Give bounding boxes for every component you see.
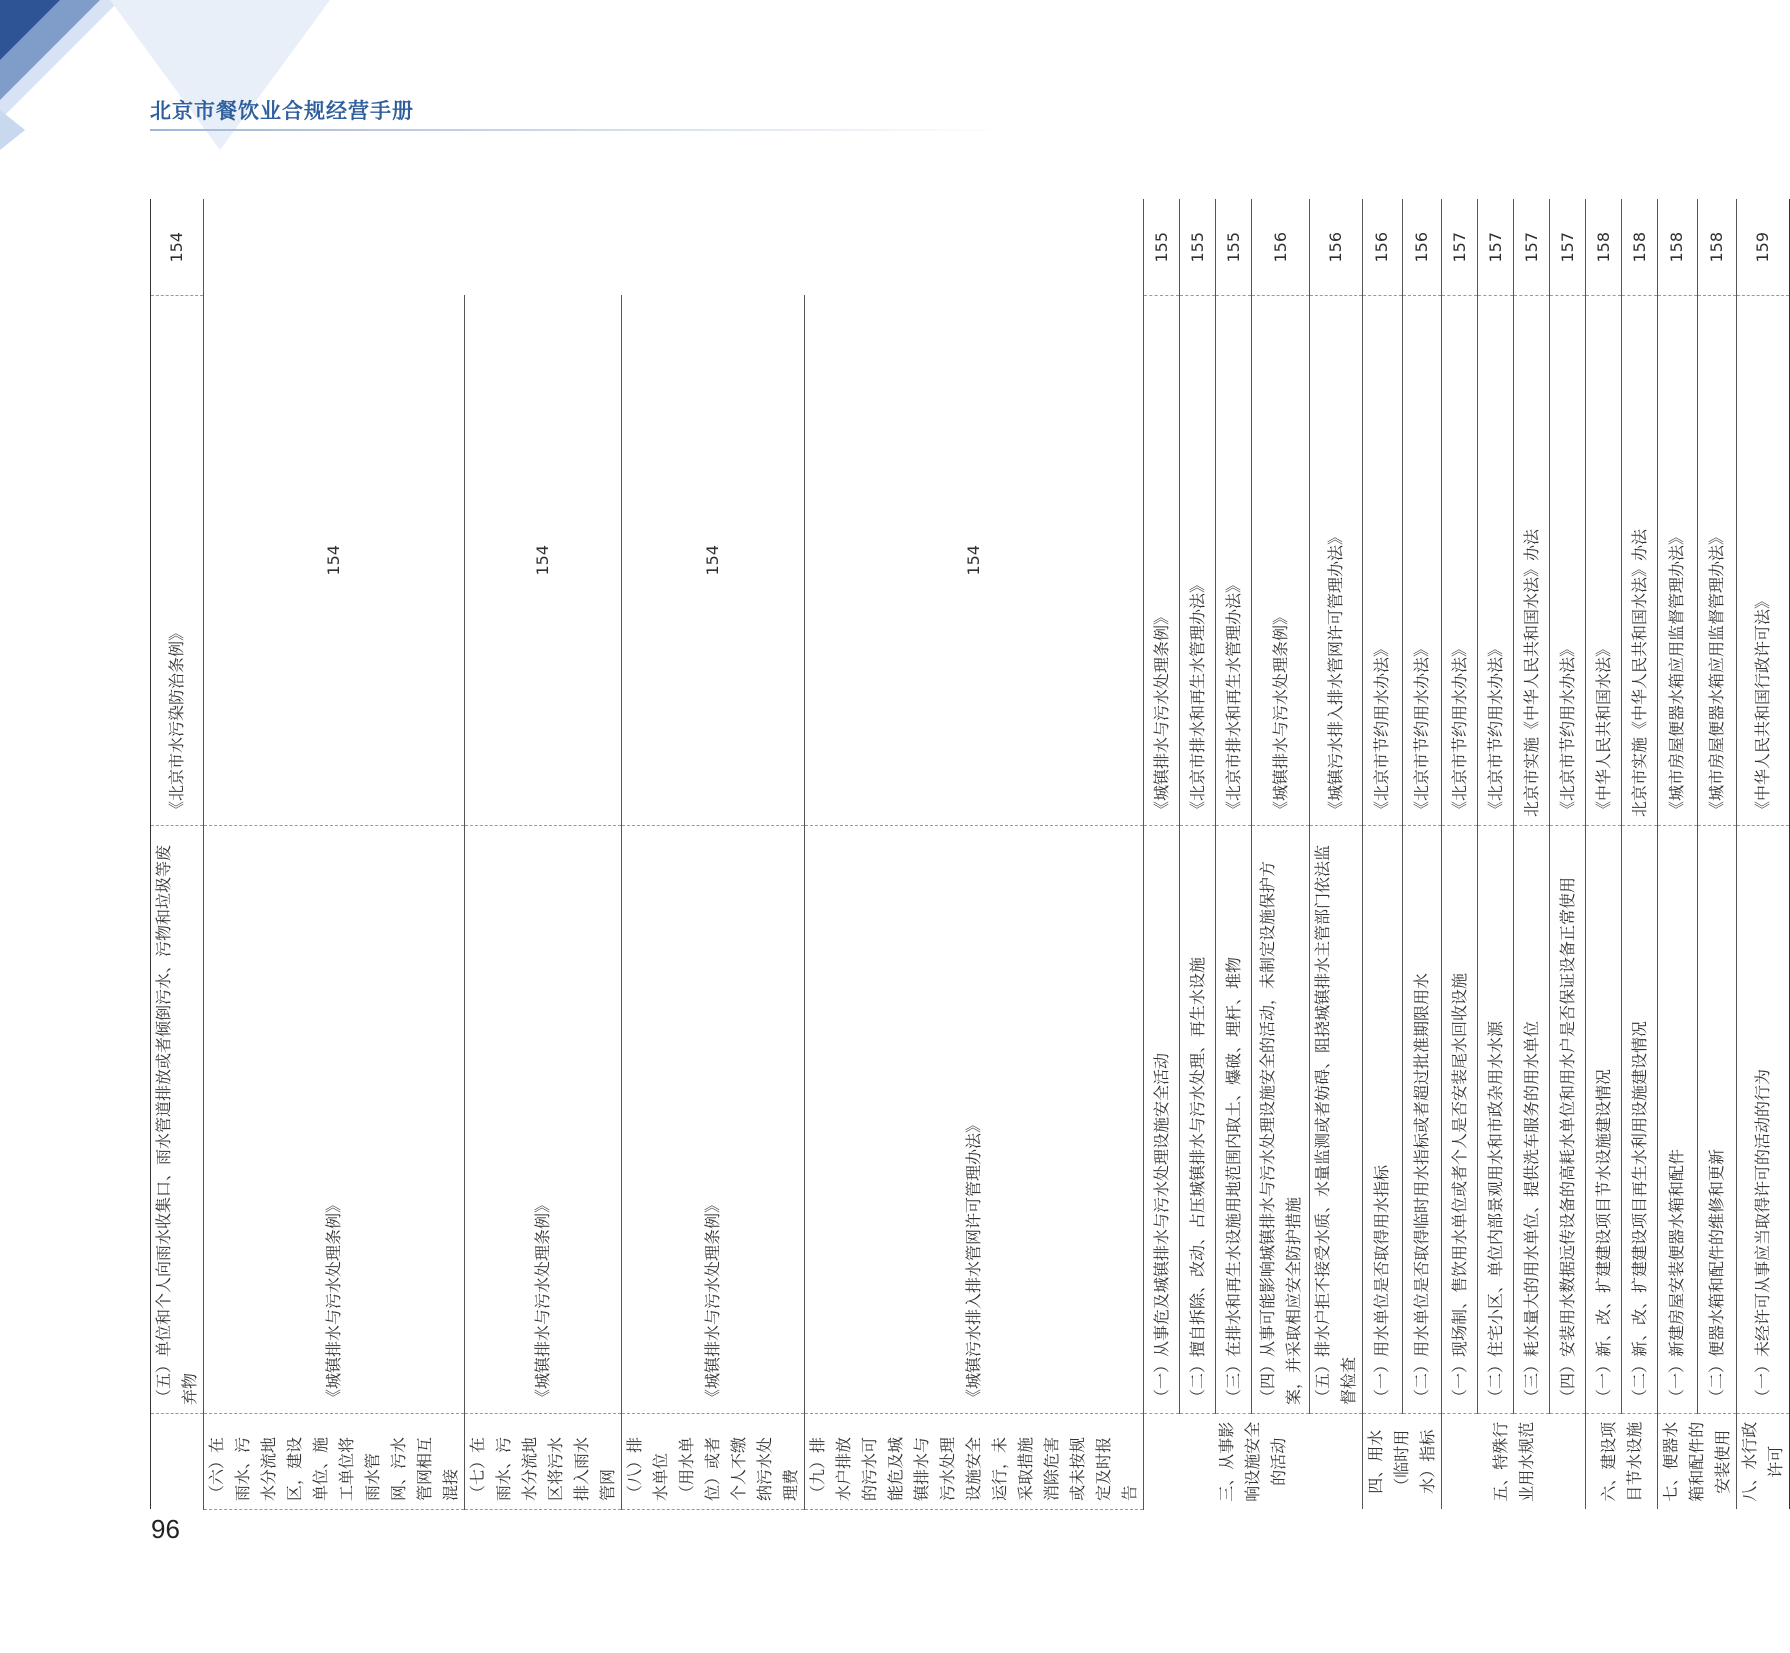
table-row bbox=[1658, 200, 1698, 1510]
page-cell: 154 bbox=[465, 296, 622, 826]
table-row bbox=[1144, 200, 1180, 1510]
page-cell: 157 bbox=[1478, 200, 1514, 296]
law-cell: 《城镇排水与污水处理条例》 bbox=[622, 826, 805, 1414]
law-cell: 《北京市节约用水办法》 bbox=[1550, 296, 1586, 826]
page-cell: 158 bbox=[1658, 200, 1698, 296]
regulation-index-table bbox=[150, 200, 1790, 1511]
category-cell: 六、建设项目节水设施 bbox=[1586, 1414, 1658, 1510]
page-cell: 154 bbox=[151, 200, 204, 296]
page-cell: 159 bbox=[1737, 200, 1790, 296]
page-cell: 154 bbox=[805, 296, 1144, 826]
item-cell: （一）现场制、售饮用水单位或者个人是否安装尾水回收设施 bbox=[1442, 826, 1478, 1414]
category-cell bbox=[151, 1414, 204, 1510]
page-cell: 154 bbox=[204, 296, 465, 826]
item-cell: （四）安装用水数据远传设备的高耗水单位和用水户是否保证设备正常使用 bbox=[1550, 826, 1586, 1414]
law-cell: 《城市房屋便器水箱应用监督管理办法》 bbox=[1697, 296, 1737, 826]
table-row bbox=[1310, 200, 1363, 1510]
item-cell: （一）未经许可从事应当取得许可的活动的行为 bbox=[1737, 826, 1790, 1414]
table-row bbox=[465, 200, 622, 1510]
item-cell: （一）从事危及城镇排水与污水处理设施安全活动 bbox=[1144, 826, 1180, 1414]
table-row bbox=[1622, 200, 1658, 1510]
item-cell: （一）用水单位是否取得用水指标 bbox=[1363, 826, 1403, 1414]
header-rule bbox=[150, 129, 1010, 131]
law-cell: 《城镇排水与污水处理条例》 bbox=[1252, 296, 1310, 826]
page-cell: 157 bbox=[1514, 200, 1550, 296]
page-cell: 158 bbox=[1622, 200, 1658, 296]
table-row bbox=[1216, 200, 1252, 1510]
page-cell: 158 bbox=[1697, 200, 1737, 296]
rotated-table-wrapper bbox=[150, 200, 1785, 1510]
table-row bbox=[151, 200, 204, 1510]
item-cell: （一）新、改、扩建建设项目节水设施建设情况 bbox=[1586, 826, 1622, 1414]
page-cell: 154 bbox=[622, 296, 805, 826]
category-cell: 五、特殊行业用水规范 bbox=[1442, 1414, 1586, 1510]
item-cell: （一）新建房屋安装便器水箱和配件 bbox=[1658, 826, 1698, 1414]
table-row bbox=[1442, 200, 1478, 1510]
table-row bbox=[204, 200, 465, 1510]
page-cell: 155 bbox=[1180, 200, 1216, 296]
table-row bbox=[1180, 200, 1216, 1510]
law-cell: 《城镇污水排入排水管网许可管理办法》 bbox=[1310, 296, 1363, 826]
item-cell: （三）在排水和再生水设施用地范围内取土、爆破、埋杆、堆物 bbox=[1216, 826, 1252, 1414]
page-cell: 158 bbox=[1586, 200, 1622, 296]
category-cell: 七、便器水箱和配件的安装使用 bbox=[1658, 1414, 1737, 1510]
header-title: 北京市餐饮业合规经营手册 bbox=[150, 99, 414, 123]
law-cell: 《北京市节约用水办法》 bbox=[1363, 296, 1403, 826]
law-cell: 《北京市节约用水办法》 bbox=[1442, 296, 1478, 826]
item-cell: （三）耗水量大的用水单位、提供洗车服务的用水单位 bbox=[1514, 826, 1550, 1414]
page-number: 96 bbox=[151, 1514, 180, 1544]
header-decoration bbox=[0, 0, 340, 170]
category-cell: 四、用水（临时用水）指标 bbox=[1363, 1414, 1442, 1510]
table-row bbox=[1252, 200, 1310, 1510]
law-cell: 《城镇排水与污水处理条例》 bbox=[1144, 296, 1180, 826]
law-cell: 《北京市排水和再生水管理办法》 bbox=[1180, 296, 1216, 826]
category-cell: 三、从事影响设施安全的活动 bbox=[1144, 1414, 1363, 1510]
item-cell: （二）用水单位是否取得临时用水指标或者超过批准期限用水 bbox=[1402, 826, 1442, 1414]
table-row bbox=[1514, 200, 1550, 1510]
category-cell: 八、水行政许可 bbox=[1737, 1414, 1790, 1510]
item-cell: （二）住宅小区、单位内部景观用水和市政杂用水水源 bbox=[1478, 826, 1514, 1414]
law-cell: 北京市实施《中华人民共和国水法》办法 bbox=[1514, 296, 1550, 826]
law-cell: 《中华人民共和国水法》 bbox=[1586, 296, 1622, 826]
table-row bbox=[1586, 200, 1622, 1510]
item-cell: （八）排水单位（用水单位）或者个人不缴纳污水处理费 bbox=[622, 1414, 805, 1510]
law-cell: 《城市房屋便器水箱应用监督管理办法》 bbox=[1658, 296, 1698, 826]
law-cell: 《中华人民共和国行政许可法》 bbox=[1737, 296, 1790, 826]
item-cell: （五）单位和个人向雨水收集口、雨水管道排放或者倾倒污水、污物和垃圾等废弃物 bbox=[151, 826, 204, 1414]
table-row bbox=[1697, 200, 1737, 1510]
law-cell: 《城镇排水与污水处理条例》 bbox=[204, 826, 465, 1414]
item-cell: （二）擅自拆除、改动、占压城镇排水与污水处理、再生水设施 bbox=[1180, 826, 1216, 1414]
law-cell: 北京市实施《中华人民共和国水法》办法 bbox=[1622, 296, 1658, 826]
law-cell: 《北京市水污染防治条例》 bbox=[151, 296, 204, 826]
law-cell: 《城镇污水排入排水管网许可管理办法》 bbox=[805, 826, 1144, 1414]
page-cell: 156 bbox=[1310, 200, 1363, 296]
page-cell: 157 bbox=[1442, 200, 1478, 296]
law-cell: 《北京市节约用水办法》 bbox=[1478, 296, 1514, 826]
table-row bbox=[1737, 200, 1790, 1510]
law-cell: 《北京市节约用水办法》 bbox=[1402, 296, 1442, 826]
item-cell: （七）在雨水、污水分流地区将污水排入雨水管网 bbox=[465, 1414, 622, 1510]
page-cell: 157 bbox=[1550, 200, 1586, 296]
item-cell: （六）在雨水、污水分流地区，建设单位、施工单位将雨水管网、污水管网相互混接 bbox=[204, 1414, 465, 1510]
page-cell: 156 bbox=[1252, 200, 1310, 296]
table-row bbox=[1550, 200, 1586, 1510]
law-cell: 《北京市排水和再生水管理办法》 bbox=[1216, 296, 1252, 826]
table-row bbox=[805, 200, 1144, 1510]
table-row bbox=[1402, 200, 1442, 1510]
item-cell: （五）排水户拒不接受水质、水量监测或者妨碍、阻挠城镇排水主管部门依法监督检查 bbox=[1310, 826, 1363, 1414]
page-cell: 156 bbox=[1402, 200, 1442, 296]
page-cell: 155 bbox=[1144, 200, 1180, 296]
table-row bbox=[622, 200, 805, 1510]
law-cell: 《城镇排水与污水处理条例》 bbox=[465, 826, 622, 1414]
page-cell: 155 bbox=[1216, 200, 1252, 296]
item-cell: （二）便器水箱和配件的维修和更新 bbox=[1697, 826, 1737, 1414]
item-cell: （九）排水户排放的污水可能危及城镇排水与污水处理设施安全运行，未采取措施消除危害或未按规定及时报告 bbox=[805, 1414, 1144, 1510]
table-row bbox=[1363, 200, 1403, 1510]
table-row bbox=[1478, 200, 1514, 1510]
item-cell: （四）从事可能影响城镇排水与污水处理设施安全的活动，未制定设施保护方案，并采取相应安全防护措施 bbox=[1252, 826, 1310, 1414]
page-cell: 156 bbox=[1363, 200, 1403, 296]
item-cell: （二）新、改、扩建建设项目再生水利用设施建设情况 bbox=[1622, 826, 1658, 1414]
